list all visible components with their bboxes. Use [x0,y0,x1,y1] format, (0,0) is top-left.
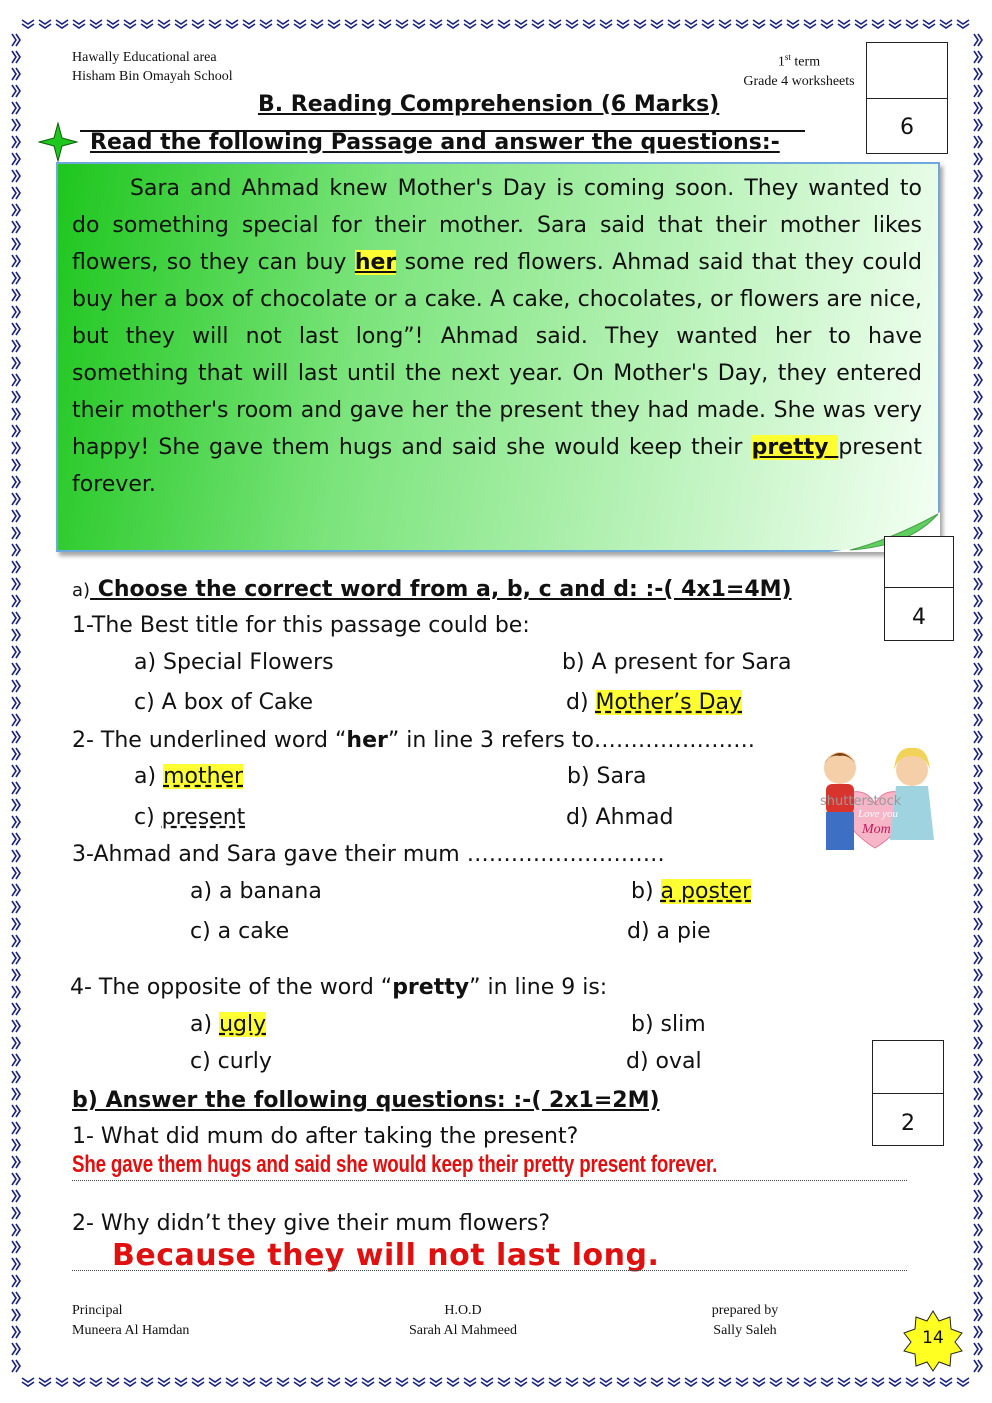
footer-prepared: prepared by Sally Saleh [711,1303,779,1338]
term: 1st term [777,52,821,70]
page-number: 14 [922,1328,944,1348]
footer-hod: H.O.D Sarah Al Mahmeed [408,1303,518,1338]
heart-mom: Mom [862,822,891,837]
q4-option-d[interactable]: d) oval [626,1049,702,1074]
reading-passage [56,162,940,552]
score-box-value: 2 [901,1111,915,1136]
section-title: B. Reading Comprehension (6 Marks) [258,92,720,117]
instruction: Read the following Passage and answer the questions:- [90,130,780,155]
school-name: Hisham Bin Omayah School [72,69,233,84]
heart-text: Love you [858,808,899,820]
mothers-day-clipart [800,740,950,860]
question-2: 2- The underlined word “her” in line 3 refers to…………………. [72,728,755,753]
question-4: 4- The opposite of the word “pretty” in line 9 is: [70,975,608,1000]
answer-line-2 [72,1270,907,1271]
q4-option-a[interactable]: a) ugly [190,1012,267,1037]
score-box-value: 6 [900,115,914,140]
answer-b2[interactable]: Because they will not last long. [112,1238,660,1273]
grade: Grade 4 worksheets [743,73,855,89]
q2-option-c[interactable]: c) present [134,805,246,830]
word-pretty: pretty [751,435,839,460]
q2-option-b[interactable]: b) Sara [567,764,647,789]
q3-option-c[interactable]: c) a cake [190,919,290,944]
header-right [733,48,865,91]
q1-option-a[interactable]: a) Special Flowers [134,650,334,675]
educational-area: Hawally Educational area [72,50,217,65]
question-b1: 1- What did mum do after taking the present? [72,1124,579,1149]
star-icon [38,122,78,162]
answer-b1[interactable]: She gave them hugs and said she would keep their pretty present forever. [72,1151,718,1178]
q1-option-d[interactable]: d) Mother’s Day [566,690,743,715]
question-1: 1-The Best title for this passage could be: [72,613,530,638]
q3-option-a[interactable]: a) a banana [190,879,322,904]
passage-text: Sara and Ahmad knew Mother's Day is coming soon. They wanted to do something special for their mother. Sara said that their mother likes flowers, so they can buy her some red flowers. Ahmad said that they could buy her a box of chocolate or a cake. A cake, chocolates, or flowers are nice, but they will not last long”! Ahmad said. They wanted her to have something that will last until the next year. On Mother's Day, they entered their mother's room and gave her the present they had made. She was very happy! She gave them hugs and said she would keep their pretty present forever. [72,176,922,497]
q1-option-c[interactable]: c) A box of Cake [134,690,314,715]
part-a-heading: a) Choose the correct word from a, b, c and d: :-( 4x1=4M) [72,577,792,602]
answer-line-1 [72,1180,907,1181]
q3-option-d[interactable]: d) a pie [627,919,711,944]
q1-option-b[interactable]: b) A present for Sara [562,650,792,675]
score-box-value: 4 [912,605,926,630]
footer-principal: Principal Muneera Al Hamdan [72,1303,190,1338]
score-box-choose [884,536,954,641]
word-her: her [354,250,397,275]
q2-option-d[interactable]: d) Ahmad [566,805,674,830]
q4-option-b[interactable]: b) slim [631,1012,706,1037]
score-box-answer [872,1040,944,1146]
part-b-heading: b) Answer the following questions: :-( 2x1=2M) [72,1088,660,1113]
watermark: shutterstock [820,794,902,809]
q2-option-a[interactable]: a) mother [134,764,244,789]
score-box-reading [866,42,948,154]
header-left [72,48,233,86]
q4-option-c[interactable]: c) curly [190,1049,272,1074]
question-b2: 2- Why didn’t they give their mum flowers? [72,1211,551,1236]
q3-option-b[interactable]: b) a poster [631,879,752,904]
question-3: 3-Ahmad and Sara gave their mum ……………………… [72,842,665,867]
